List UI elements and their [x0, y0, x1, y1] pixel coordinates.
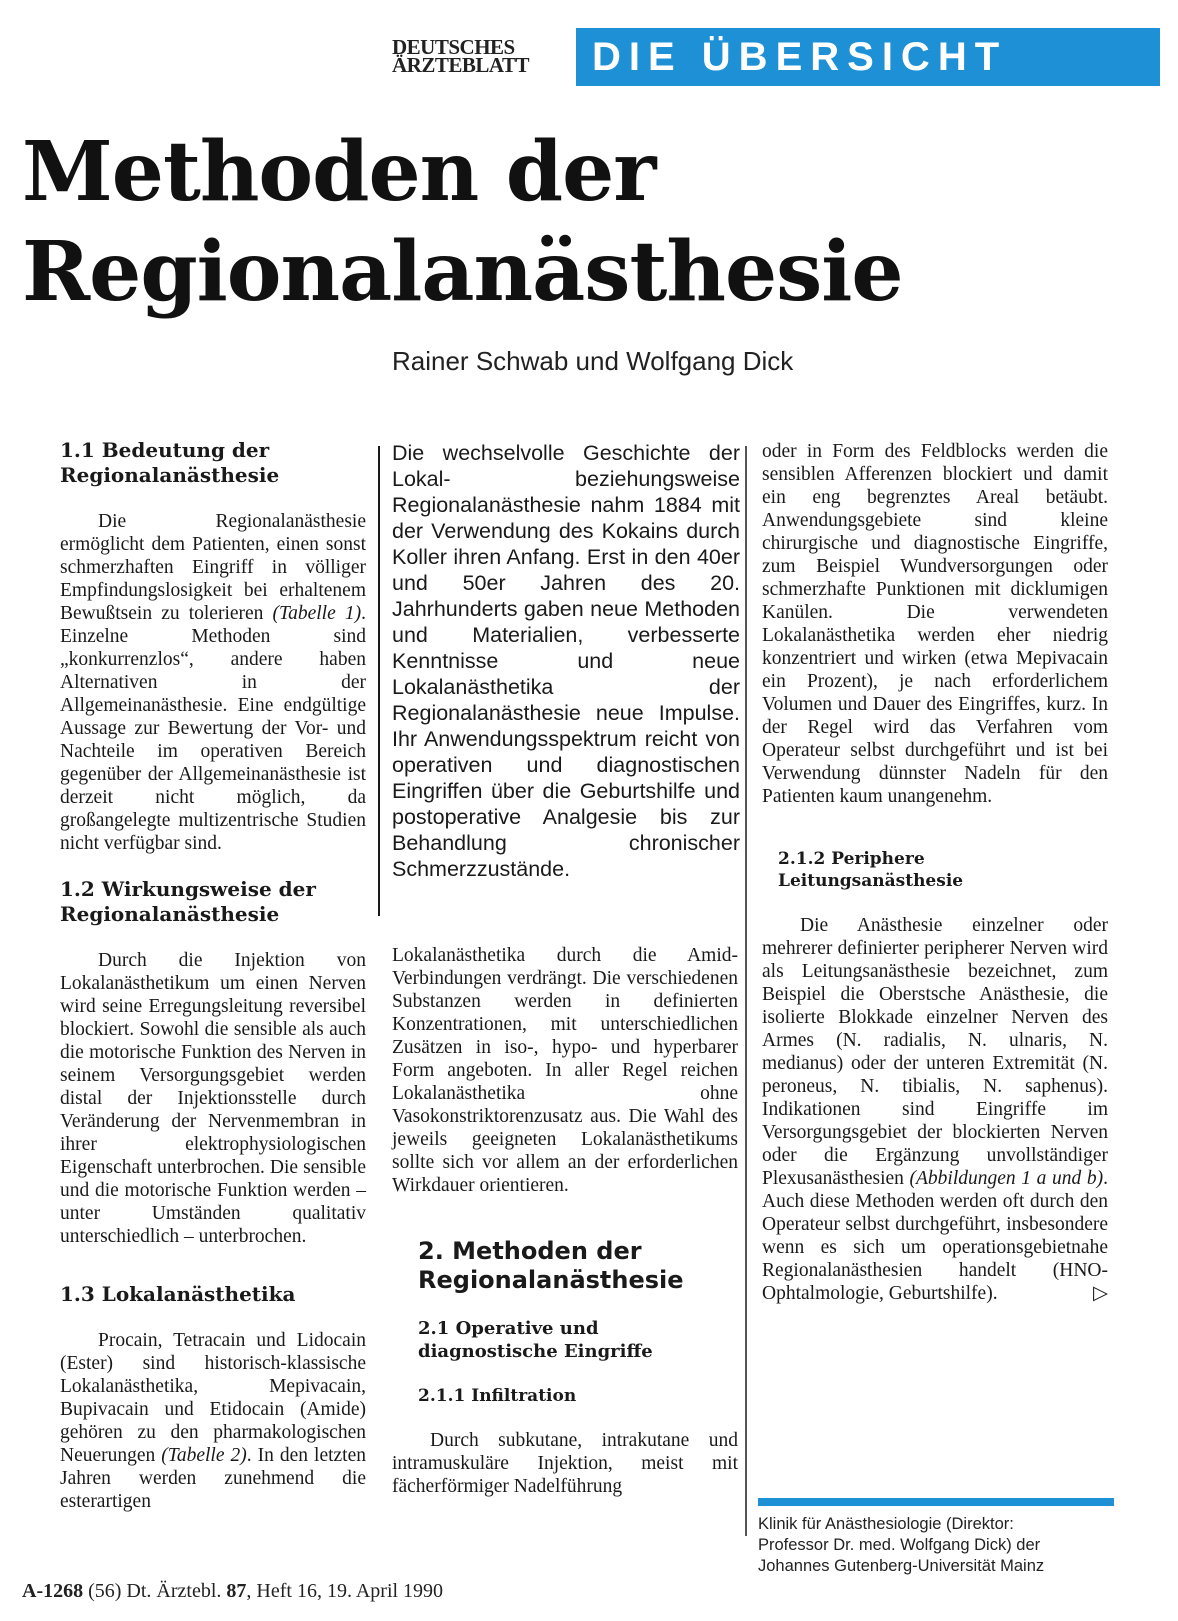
author-affiliation [758, 1514, 1118, 1577]
section-heading [60, 438, 366, 488]
heading-line: diagnostische Eingriffe [418, 1341, 653, 1362]
table-reference: (Tabelle 1) [272, 603, 362, 624]
volume-number: 87 [226, 1580, 247, 1602]
heading-line: Regionalanästhesie [60, 902, 280, 926]
article-title [22, 122, 1022, 322]
column-3 [762, 440, 1108, 1305]
heading-line: 1.2 Wirkungsweise der [60, 877, 316, 901]
text-run: Procain, Tetracain und Lidocain (Ester) sind historisch-klassische Lokalanästhetika, Mepivacain, Bupivacain und Etidocain (Amide) gehören zu den pharmakologischen Neuerungen [60, 1330, 366, 1466]
section-heading [392, 1237, 738, 1295]
paragraph [60, 510, 366, 855]
section-heading [60, 877, 366, 927]
page-number: A-1268 [22, 1580, 84, 1602]
journal-masthead [392, 35, 564, 77]
article-lead: Die wechselvolle Geschichte der Lokal- beziehungsweise Regionalanästhesie nahm 1884 mit der Verwendung des Kokains durch Koller ihren Anfang. Erst in den 40er und 50er Jahren des 20. Jahrhunderts gaben neue Methoden und Materialien, verbesserte Kenntnisse und neue Lokalanästhetika der Regionalanästhesie neue Impulse. Ihr Anwendungsspektrum reicht von operativen und diagnostischen Eingriffen über die Geburtshilfe und postoperative Analgesie bis zur Behandlung chronischer Schmerzzustände. [392, 441, 740, 881]
text-run: Die Regionalanästhesie ermöglicht dem Patienten, einen sonst schmerzhaften Eingriff in völliger Empfindungslosigkeit bei erhaltenem Bewußtsein zu tolerieren [60, 511, 366, 624]
heading-line: Regionalanästhesie [60, 463, 280, 487]
subsubsection-heading [762, 848, 1108, 892]
heading-line: 2.1.2 Periphere [778, 849, 925, 869]
column-divider [378, 446, 380, 916]
table-reference: (Tabelle 2) [161, 1445, 247, 1466]
paragraph [60, 1329, 366, 1513]
citation-text: (56) Dt. Ärztebl. [83, 1580, 227, 1602]
citation-text: , Heft 16, 19. April 1990 [246, 1580, 444, 1602]
paragraph: Lokalanästhetika durch die Amid-Verbindungen verdrängt. Die verschiedenen Substanzen werden in definierten Konzentrationen, mit unterschiedlichen Zusätzen in iso-, hypo- und hyperbarer Form angeboten. In aller Regel reichen Lokalanästhetika ohne Vasokonstriktorenzusatz aus. Die Wahl des jeweils geeigneten Lokalanästhetikums sollte sich vor allem an der erforderlichen Wirkdauer orientieren. [392, 945, 738, 1196]
title-line1: Methoden der [22, 124, 656, 220]
subsection-heading [392, 1317, 738, 1363]
subsubsection-heading: 2.1.1 Infiltration [418, 1386, 577, 1406]
masthead-line1: DEUTSCHES [392, 35, 515, 59]
paragraph [762, 914, 1108, 1305]
column-divider [745, 446, 747, 1536]
column-2 [392, 944, 738, 1498]
heading-line: Leitungsanästhesie [778, 871, 964, 891]
section-heading: 1.3 Lokalanästhetika [60, 1282, 296, 1306]
continue-arrow-icon: ▷ [1093, 1283, 1108, 1304]
heading-line: Regionalanästhesie [418, 1266, 684, 1294]
figure-reference: (Abbildungen 1 a und b) [909, 1168, 1104, 1189]
affiliation-rule [758, 1498, 1114, 1506]
masthead-line2: ÄRZTEBLATT [392, 53, 529, 77]
title-line2: Regionalanästhesie [22, 224, 903, 320]
page-footer [22, 1580, 443, 1603]
column-1 [60, 438, 366, 1513]
section-banner: DIE ÜBERSICHT [576, 28, 1160, 86]
affiliation-line: Klinik für Anästhesiologie (Direktor: [758, 1515, 1014, 1533]
paragraph: oder in Form des Feldblocks werden die sensiblen Afferenzen blockiert und damit ein eng begrenztes Areal betäubt. Anwendungsgebiete sind kleine chirurgische und diagnostische Eingriffe, zum Beispiel Wundversorgungen oder schmerzhafte Punktionen mit dicklumigen Kanülen. Die verwendeten Lokalanästhetika werden eher niedrig konzentriert und wirken (etwa Mepivacain ein Prozent), je nach erforderlichem Volumen und Dauer des Eingriffes, kurz. In der Regel wird das Verfahren vom Operateur selbst durchgeführt und ist bei Verwendung dünnster Nadeln für den Patienten kaum unangenehm. [762, 441, 1108, 807]
heading-line: 2. Methoden der [418, 1237, 642, 1265]
paragraph: Durch die Injektion von Lokalanästhetikum um einen Nerven wird seine Erregungsleitung reversibel blockiert. Sowohl die sensible als auch die motorische Funktion des Nerven in seinem Versorgungsgebiet werden distal der Injektionsstelle durch Veränderung der Nervenmembran in ihrer elektrophysiologischen Eigenschaft unterbrochen. Die sensible und die motorische Funktion werden – unter Umständen qualitativ unterschiedlich – unterbrochen. [60, 950, 366, 1247]
affiliation-line: Professor Dr. med. Wolfgang Dick) der [758, 1536, 1041, 1554]
heading-line: 1.1 Bedeutung der [60, 438, 270, 462]
heading-line: 2.1 Operative und [418, 1318, 599, 1339]
affiliation-line: Johannes Gutenberg-Universität Mainz [758, 1557, 1045, 1575]
text-run: . Auch diese Methoden werden oft durch den Operateur selbst durchgeführt, insbesondere wenn es sich um operationsgebietnahe Regionalanästhesien handelt (HNO-Ophtalmologie, Geburtshilfe). [762, 1168, 1109, 1304]
text-run: . In den letzten Jahren werden zunehmend die esterartigen [60, 1445, 366, 1512]
text-run: . Einzelne Methoden sind „konkurrenzlos“, andere haben Alternativen in der Allgemeinanästhesie. Eine endgültige Aussage zur Bewertung der Vor- und Nachteile im operativen Bereich gegenüber der Allgemeinanästhesie ist derzeit nicht möglich, da großangelegte multizentrische Studien nicht verfügbar sind. [60, 603, 366, 854]
paragraph: Durch subkutane, intrakutane und intramuskuläre Injektion, meist mit fächerförmiger Nadelführung [392, 1430, 738, 1497]
article-authors: Rainer Schwab und Wolfgang Dick [392, 346, 794, 376]
text-run: Die Anästhesie einzelner oder mehrerer definierter peripherer Nerven wird als Leitungsanästhesie bezeichnet, zum Beispiel die Oberstsche Anästhesie, die isolierte Blokkade einzelner Nerven des Armes (N. radialis, N. ulnaris, N. medianus) oder der unteren Extremität (N. peroneus, N. tibialis, N. saphenus). Indikationen sind Eingriffe im Versorgungsgebiet der blockierten Nerven oder die Ergänzung unvollständiger Plexusanästhesien [762, 915, 1108, 1189]
